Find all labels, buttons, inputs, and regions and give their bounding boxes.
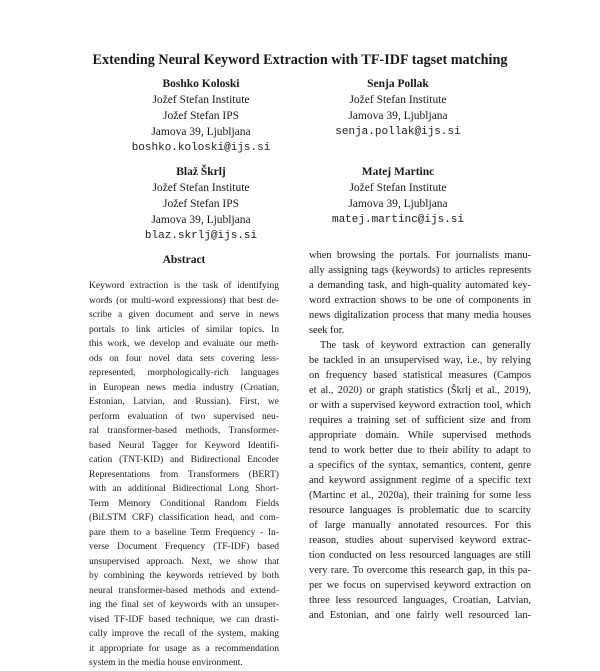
abstract-line: represented, morphologically-rich languages [89,367,279,378]
abstract-text [89,279,279,671]
author-name: Blaž Škrlj [176,166,226,178]
body-line: ally assigning tags (keywords) to articles represents [309,265,531,276]
body-line: or with a supervised keyword extraction tool, which [309,400,531,411]
abstract-line: it appropriate for usage as a recommendation [89,642,279,654]
body-line: a demanding task, and high-quality automated key- [309,280,531,291]
abstract-line: cally improve the recall of the system, making [89,628,279,639]
body-line: a specifics of the syntax, semantics, content, genre [309,460,531,471]
author-address: Jamova 39, Ljubljana [151,126,251,138]
body-line: and Estonian, and one fairly well resourced lan- [309,610,531,621]
abstract-line: Representations from Transformers (BERT) [89,468,279,480]
body-line: on frequency based statistical measures (Campos [309,370,531,381]
body-line: be tackled in an unsupervised way, i.e., by relying [309,355,531,366]
body-line: and keyword assignment regime of a specific text [309,475,531,486]
body-line: resource languages is problematic due to scarcity [309,505,531,516]
abstract-line: portals to link articles of similar topics. In [89,323,279,335]
abstract-line: by combining the keywords retrieved by both [89,570,279,581]
abstract-line: perform evaluation of two supervised neu- [89,410,279,422]
author-affiliation: Jožef Stefan Institute [349,94,447,106]
abstract-line: system in the media house environment. [89,657,243,668]
abstract-line: (BiLSTM CRF) classification head, and com- [89,512,279,523]
abstract-line: ods on four novel data sets covering less- [89,352,279,364]
body-line: appropriate domain. While supervised methods [309,430,531,441]
abstract-line: Estonian, Latvian, and Russian). First, we [89,396,279,407]
author-name: Senja Pollak [367,78,429,90]
paper-title: Extending Neural Keyword Extraction with TF-IDF tagset matching [92,52,508,68]
body-line: very rare. To overcome this research gap, in this pa- [309,565,531,576]
abstract-line: in European news media industry (Croatian, [89,381,279,393]
author-name: Matej Martinc [361,166,435,178]
author-affiliation: Jožef Stefan Institute [152,182,250,194]
author-block [278,164,518,228]
author-name: Boshko Koloski [162,78,240,90]
abstract-line: verse Document Frequency (TF-IDF) based [89,541,279,552]
author-address: Jamova 39, Ljubljana [348,198,448,210]
author-affiliation: Jožef Stefan IPS [162,110,239,122]
author-email: senja.pollak@ijs.si [335,126,461,138]
abstract-line: vised TF-IDF based technique, we can drasti- [89,613,279,625]
body-text [309,248,531,623]
body-line: reason, studies about supervised keyword extrac- [309,535,531,546]
body-line: word extraction shows to be one of components in [309,295,531,306]
author-affiliation: Jožef Stefan IPS [162,198,239,210]
author-email: blaz.skrlj@ijs.si [144,230,258,242]
abstract-line: neural transformer-based methods and extend- [89,584,279,596]
body-line: (Martinc et al., 2020a), their training for some less [309,490,531,501]
abstract-heading: Abstract [162,254,206,266]
body-line: per we focus on supervised keyword extraction on [309,580,531,591]
abstract-line: Keyword extraction is the task of identifying [89,280,279,291]
author-block [278,76,518,140]
body-line: tion conducted on less resourced languages are still [309,550,531,561]
abstract-line: unsupervised approach. Next, we show that [89,555,279,567]
abstract-line: scribe a given document and serve in news [89,309,279,320]
body-line: The task of keyword extraction can generally [320,340,531,351]
body-line: seek for. [309,325,345,336]
body-line: news digitalization process that many media houses [309,310,531,321]
author-email: boshko.koloski@ijs.si [131,142,271,154]
body-line: et al., 2020) or graph statistics (Škrlj et al., 2019), [309,385,531,396]
body-line: when browsing the portals. For journalists manu- [309,250,531,261]
body-line: requires a training set of sufficient size and from [309,415,531,426]
abstract-line: cation (TNT-KID) and Bidirectional Encoder [89,454,279,465]
body-line: tend to work better due to their ability to adapt to [309,445,531,456]
author-address: Jamova 39, Ljubljana [151,214,251,226]
body-line: of large manually annotated resources. For this [309,520,531,531]
body-line: three less resourced languages, Croatian, Latvian, [309,595,531,606]
abstract-line: ing the final set of keywords with an unsuper- [89,599,279,610]
abstract-line: pare them to a baseline Term Frequency - In- [89,526,279,538]
abstract-line: with an additional Bidirectional Long Short- [89,483,279,494]
abstract-line: this work, we develop and evaluate our meth- [89,338,279,349]
author-affiliation: Jožef Stefan Institute [152,94,250,106]
abstract-line: Term Memory Conditional Random Fields [89,497,279,509]
author-address: Jamova 39, Ljubljana [348,110,448,122]
author-email: matej.martinc@ijs.si [331,214,465,226]
abstract-line: words (or multi-word expressions) that best de- [89,294,279,306]
author-affiliation: Jožef Stefan Institute [349,182,447,194]
abstract-line: based Neural Tagger for Keyword Identifi- [89,439,279,451]
abstract-line: ral transformer-based methods, Transformer- [89,425,279,436]
